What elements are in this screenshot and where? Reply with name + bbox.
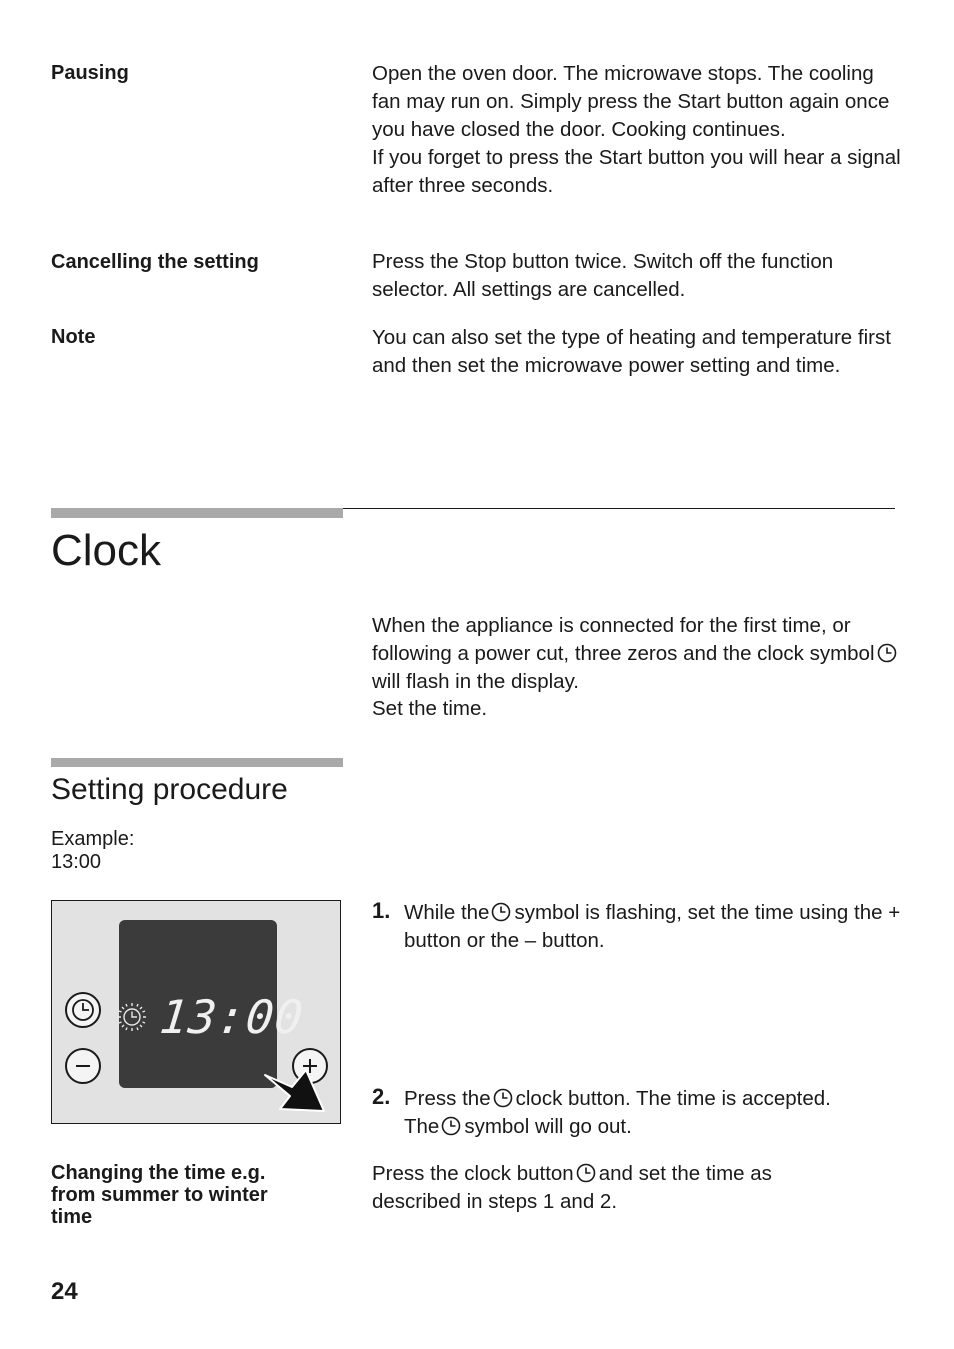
row-text-cancelling: Press the Stop button twice. Switch off the function selector. All settings are cancelled. — [372, 250, 834, 301]
step-2-line-1 — [404, 1085, 904, 1113]
minus-icon — [67, 1050, 99, 1082]
row-text-changing-time — [372, 1160, 842, 1216]
step-2-line-2 — [404, 1113, 904, 1141]
page-number: 24 — [51, 1278, 78, 1305]
minus-button — [65, 1048, 101, 1084]
step-2-text-start: Press the — [404, 1087, 491, 1110]
changing-text-start: Press the clock button — [372, 1162, 574, 1185]
control-panel-illustration — [51, 900, 341, 1124]
clock-intro-text-cont: will flash in the display. — [372, 670, 579, 693]
clock-button — [65, 992, 101, 1028]
clock-icon — [576, 1163, 596, 1183]
step-1-text — [404, 899, 904, 955]
step-1-text-end: symbol is flashing, set the time using the + button or the – button. — [404, 901, 901, 952]
section-title-clock: Clock — [51, 526, 162, 575]
clock-intro — [372, 612, 902, 722]
clock-icon — [441, 1116, 461, 1136]
pausing-paragraph-2: If you forget to press the Start button you will hear a signal after three seconds. — [372, 146, 901, 197]
row-label-cancelling: Cancelling the setting — [51, 251, 259, 273]
clock-icon — [491, 902, 511, 922]
clock-icon — [493, 1088, 513, 1108]
step-2-number: 2. — [372, 1084, 391, 1109]
step-2-text-mid: clock button. The time is accepted. — [515, 1087, 831, 1110]
row-text-note: You can also set the type of heating and temperature first and then set the microwave power setting and time. — [372, 326, 891, 377]
row-label-note: Note — [51, 326, 96, 348]
pointing-arrow-icon — [262, 1063, 332, 1123]
display-time: 13:00 — [157, 990, 307, 1044]
step-1-number: 1. — [372, 898, 391, 923]
changing-text-end: and set the time as described in steps 1 and 2. — [372, 1162, 772, 1213]
clock-icon — [877, 643, 897, 663]
step-2-text-end: symbol will go out. — [464, 1115, 632, 1138]
clock-icon — [67, 994, 99, 1026]
row-label-changing-time: Changing the time e.g. from summer to winter time — [51, 1162, 268, 1228]
section-rule-clock — [343, 508, 895, 509]
clock-intro-line2: Set the time. — [372, 697, 488, 720]
pausing-paragraph-1: Open the oven door. The microwave stops. The cooling fan may run on. Simply press the Start button again once you have closed the door. Cooking continues. — [372, 62, 890, 141]
step-2-text — [404, 1085, 904, 1141]
section-bar-clock — [51, 508, 343, 518]
step-2-text-the: The — [404, 1115, 440, 1138]
row-label-pausing: Pausing — [51, 62, 129, 84]
row-text-pausing — [372, 60, 902, 200]
step-1-text-start: While the — [404, 901, 490, 924]
flashing-clock-icon — [112, 997, 152, 1037]
clock-intro-text: When the appliance is connected for the first time, or following a power cut, three zeros and the clock symbol — [372, 614, 875, 665]
section-title-setting: Setting procedure — [51, 773, 288, 806]
example-label: Example: — [51, 828, 135, 850]
example-value: 13:00 — [51, 851, 102, 873]
section-bar-setting — [51, 758, 343, 767]
